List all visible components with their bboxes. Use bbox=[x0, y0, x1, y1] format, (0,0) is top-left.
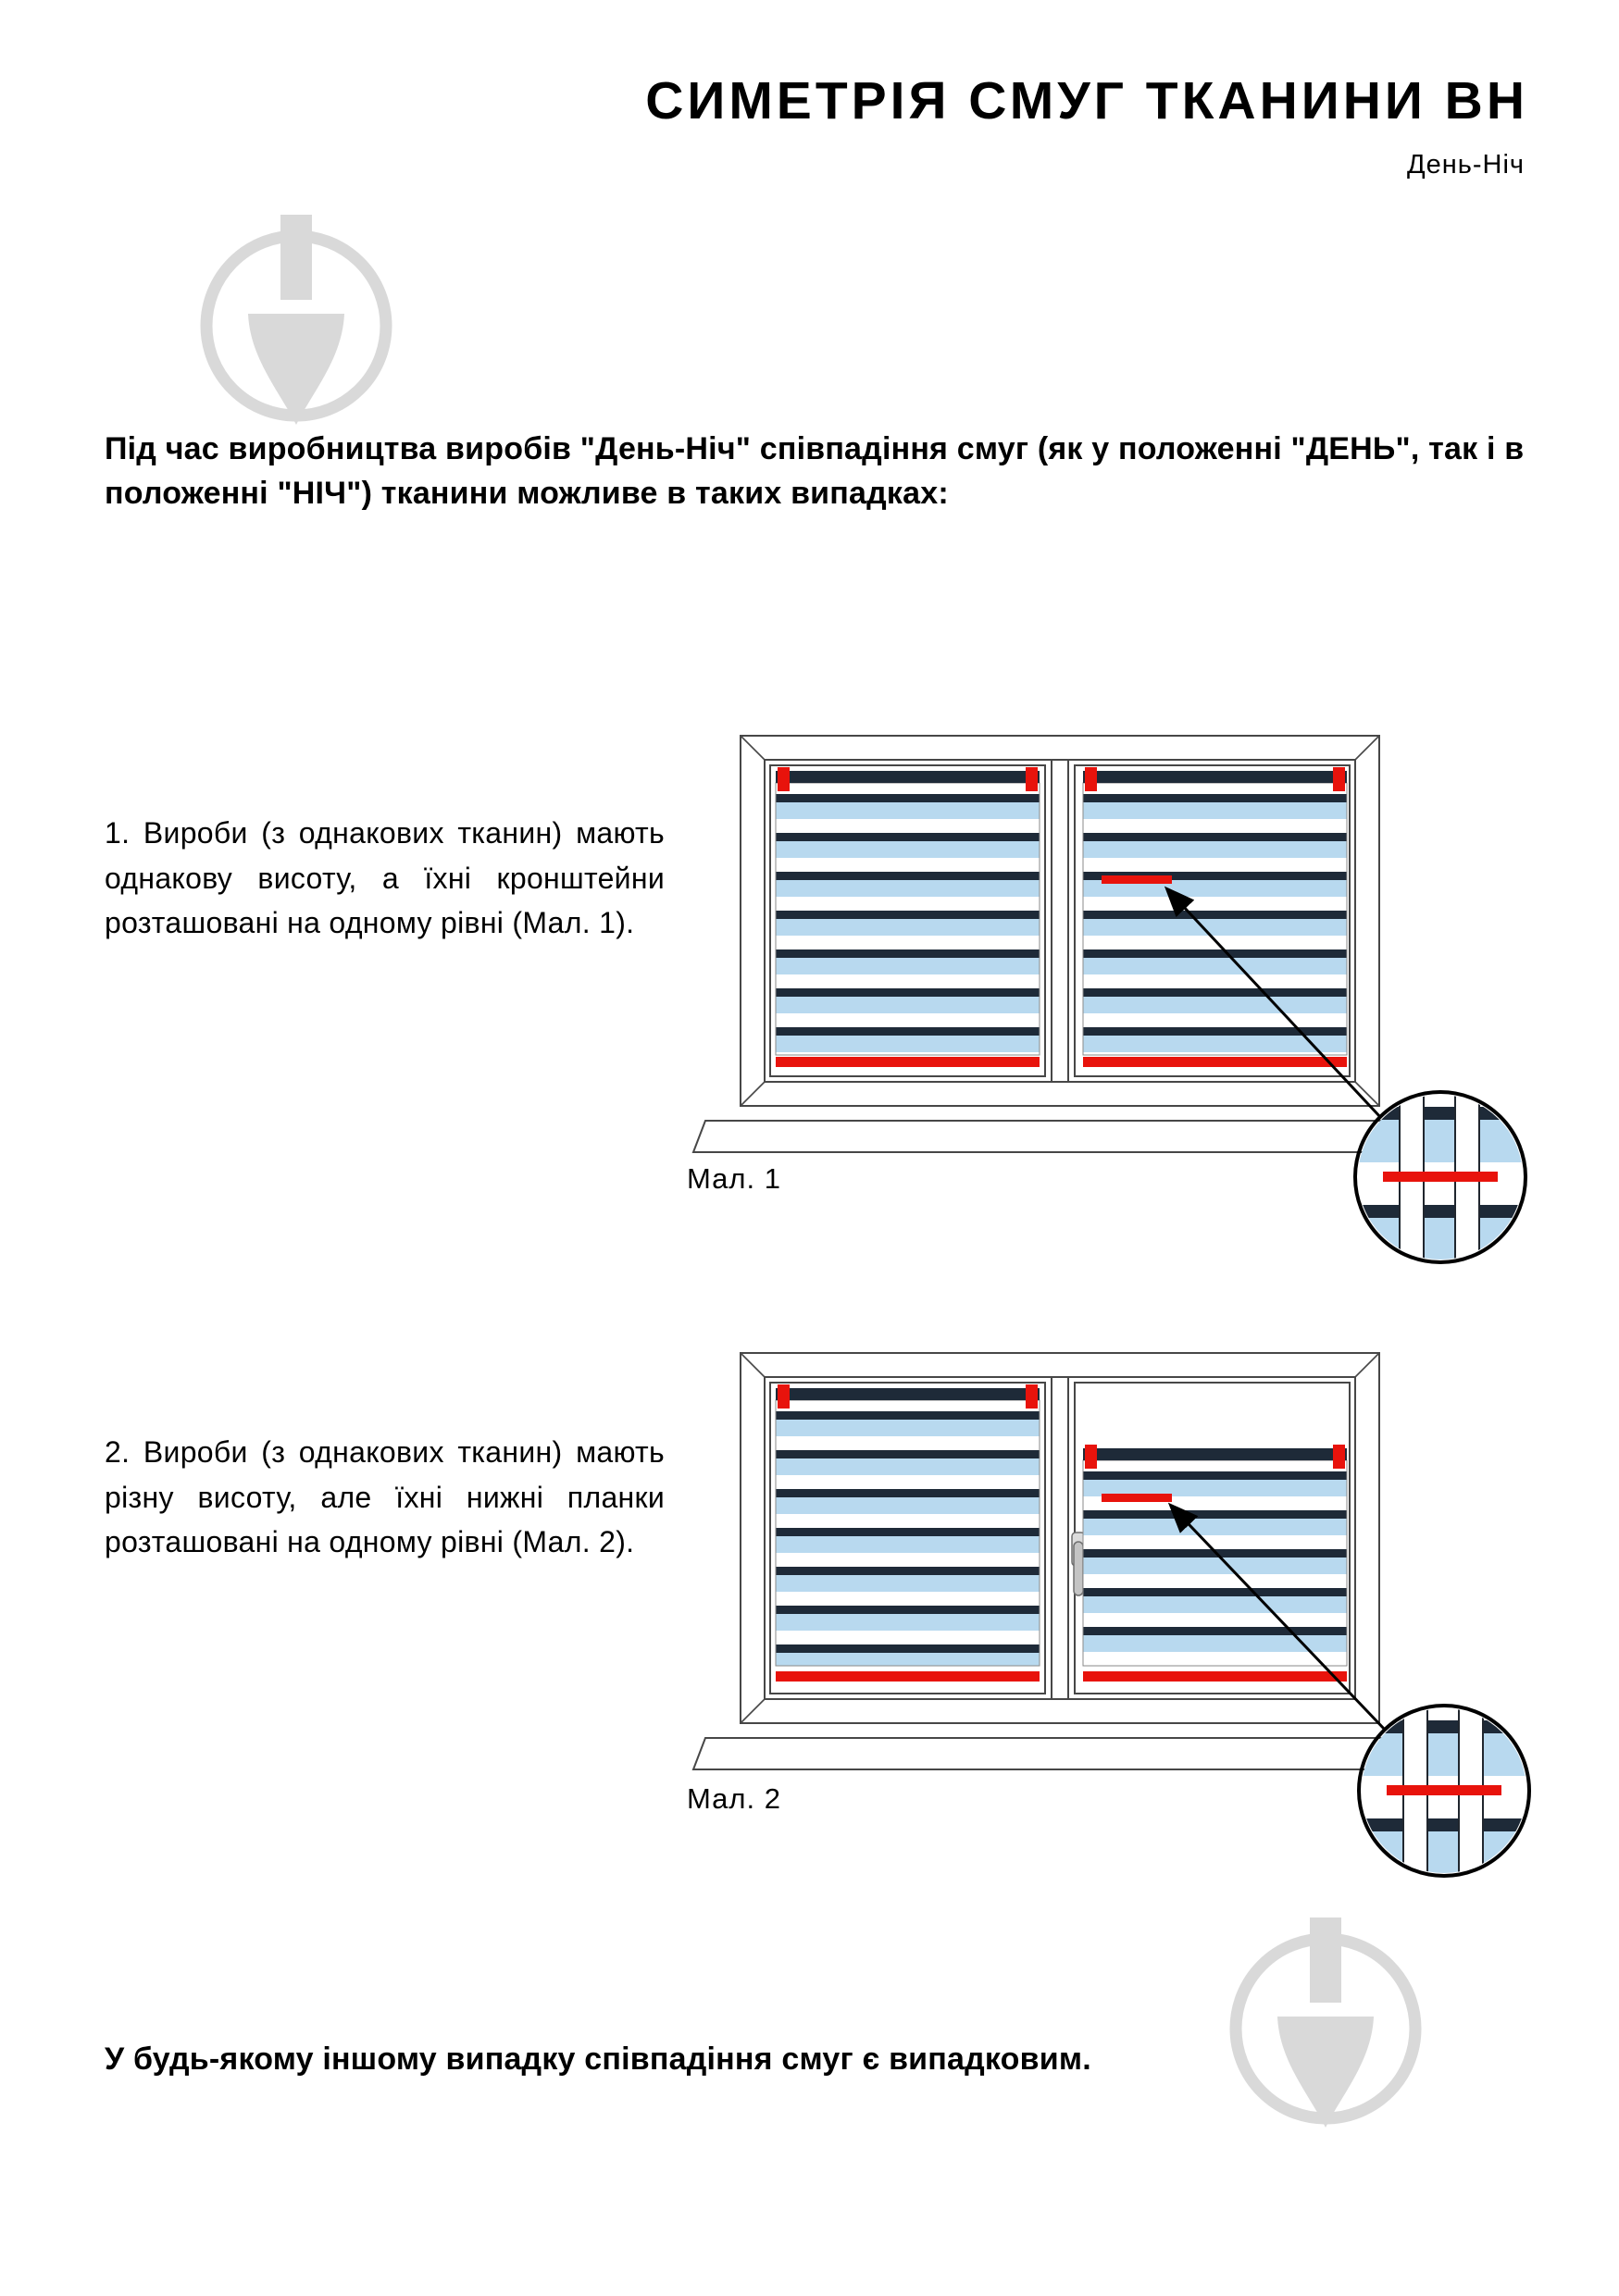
page-subtitle: День-Ніч bbox=[1406, 150, 1525, 180]
blind-fabric bbox=[1083, 783, 1347, 1055]
figure-2-caption: Мал. 2 bbox=[687, 1782, 781, 1815]
bracket-icon bbox=[1333, 1445, 1345, 1469]
footer-paragraph: У будь-якому іншому випадку співпадіння смуг є випадковим. bbox=[105, 2042, 1091, 2077]
zoom-detail-circle bbox=[1359, 1706, 1529, 1876]
bottom-bar bbox=[1083, 1671, 1347, 1682]
blind-fabric bbox=[1083, 1460, 1347, 1666]
day-night-blind-left bbox=[776, 767, 1040, 1067]
window-sill bbox=[693, 1121, 1403, 1152]
window-mullion bbox=[1052, 1377, 1068, 1699]
blind-header bbox=[1083, 771, 1347, 783]
bracket-icon bbox=[1026, 1384, 1038, 1409]
watermark-bar bbox=[280, 215, 312, 300]
watermark-logo-icon bbox=[185, 210, 407, 460]
day-night-blind-right bbox=[1083, 1445, 1347, 1682]
bracket-icon bbox=[1333, 767, 1345, 791]
window-sill bbox=[693, 1738, 1403, 1769]
section-2-paragraph: 2. Вироби (з однакових тканин) мають різну висоту, але їхні нижні планки розташовані на одному рівні (Мал. 2). bbox=[105, 1435, 665, 1559]
bottom-bar bbox=[1083, 1057, 1347, 1067]
figure-2-illustration bbox=[666, 1323, 1555, 1897]
blind-fabric bbox=[776, 1400, 1040, 1666]
bottom-bar bbox=[776, 1057, 1040, 1067]
bracket-icon bbox=[1085, 1445, 1097, 1469]
bottom-bar bbox=[776, 1671, 1040, 1682]
blind-header bbox=[776, 1388, 1040, 1400]
day-night-blind-right bbox=[1083, 767, 1347, 1067]
section-1-paragraph: 1. Вироби (з однакових тканин) мають однакову висоту, а їхні кронштейни розташовані на одному рівні (Мал. 1). bbox=[105, 816, 665, 940]
bracket-icon bbox=[1026, 767, 1038, 791]
day-night-blind-left bbox=[776, 1384, 1040, 1682]
intro-paragraph: Під час виробництва виробів "День-Ніч" співпадіння смуг (як у положенні "ДЕНЬ", так і в положенні "НІЧ") тканини можливе в таких випадках: bbox=[105, 431, 1525, 511]
page-title: СИМЕТРІЯ СМУГ ТКАНИНИ ВН bbox=[645, 71, 1528, 130]
watermark-bar bbox=[1310, 1917, 1341, 2003]
watermark-logo-icon bbox=[1214, 1913, 1437, 2163]
blind-fabric bbox=[776, 783, 1040, 1055]
bracket-icon bbox=[1085, 767, 1097, 791]
stripe-alignment-mark bbox=[1102, 1494, 1172, 1502]
stripe-alignment-mark bbox=[1102, 875, 1172, 884]
bracket-icon bbox=[778, 1384, 790, 1409]
figure-1-caption: Мал. 1 bbox=[687, 1162, 781, 1195]
blind-header bbox=[1083, 1448, 1347, 1460]
window-mullion bbox=[1052, 760, 1068, 1082]
bracket-icon bbox=[778, 767, 790, 791]
figure-1-illustration bbox=[666, 713, 1555, 1286]
blind-header bbox=[776, 771, 1040, 783]
